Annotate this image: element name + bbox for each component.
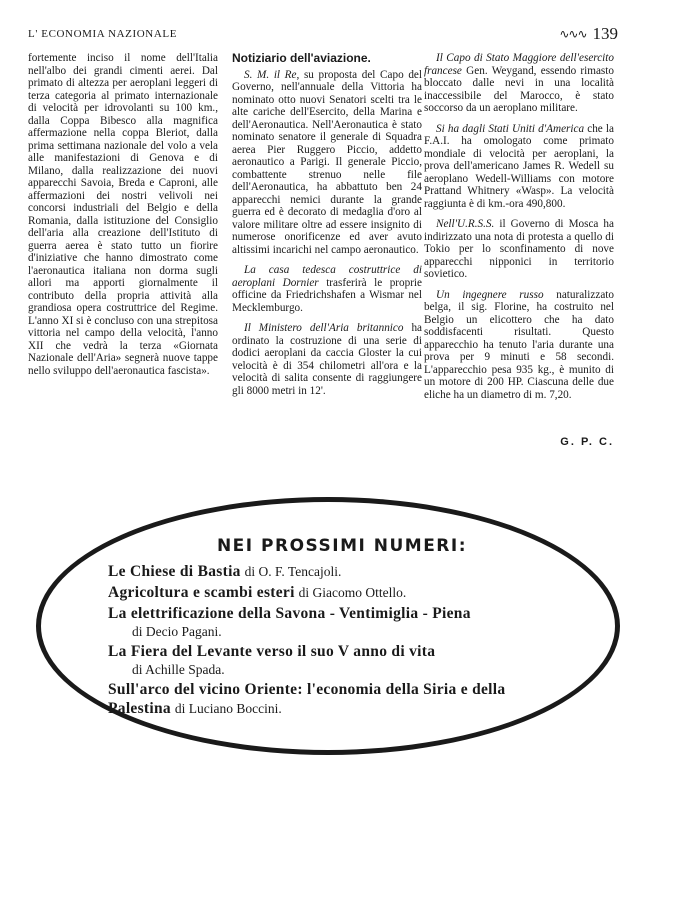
news-text: ha ordinato la costruzione di una serie di dodici aeroplani da caccia Gloster la cui velocità è di 354 chilometri all'ora e la velocità di salita consente di raggiungere gli 8000 metri in 12'. — [232, 322, 423, 397]
news-item — [232, 322, 422, 397]
news-item — [232, 69, 422, 257]
article-author: di Achille Spada. — [132, 662, 225, 677]
news-lead: Un ingegnere russo — [436, 288, 544, 301]
upcoming-list — [108, 562, 564, 720]
section-title: Notiziario dell'aviazione. — [232, 51, 371, 65]
news-lead: Nell'U.R.S.S. — [436, 218, 495, 230]
author-signature: G. P. C. — [560, 436, 614, 448]
article-title: La elettrificazione della Savona - Ventimiglia - Piena — [108, 605, 471, 622]
news-text: su proposta del Capo del Governo, nell'annuale della Vittoria ha nominato otto nuovi Senatori scelti tra le alte cariche dell'Esercito, della Marina e dell'Aeronautica. Nell'Aeronautica è stato nominato senatore il generale di Squadra aerea Pier Ruggero Piccio, addetto aeronautico a Parigi. Il generale Piccio, combattente strenuo nelle file dell'Aeronautica, ha abbattuto ben 24 apparecchi nemici durante la grande guerra ed è decorato di medaglia d'oro al valore militare oltre ad essere insignito di numerose onorificenze ed aver avuto altissimi incarichi nel campo aeronautico. — [232, 68, 422, 256]
news-text: che la F.A.I. ha omologato come primato mondiale di velocità per aeroplani, la prova dell'americano James R. Wedell su aeroplano Wedell-Williams con motore Prattand Whitnery «Wasp». La velocità raggiunta è di km.-ora 490,800. — [424, 122, 614, 210]
page-number: 139 — [592, 24, 618, 43]
column-2 — [232, 52, 422, 405]
news-text: Gen. Weygand, essendo rimasto bloccato dalle nevi in una località inaccessibile del Marocco, è stato soccorso da un aeroplano militare. — [424, 64, 614, 114]
news-text: naturalizzato belga, il sig. Florine, ha costruito nel Belgio un elicottero che ha dato soddisfacenti risultati. Questo apparecchio ha tenuto l'aria durante una prova per 9 minuti e 58 secondi. L'apparecchio pesa 935 kg., è munito di un motore di 200 HP. Ciascuna delle due eliche ha un diametro di m. 7,20. — [424, 288, 614, 401]
news-text: il Governo di Mosca ha indirizzato una nota di protesta a quello di Tokio per lo sconfinamento di nove apparecchi nipponici in territorio sovietico. — [424, 218, 614, 280]
paragraph: fortemente inciso il nome dell'Italia nell'albo dei grandi cimenti aerei. Dal primato di altezza per aeroplani leggeri di terza categoria al primato internazionale di velocità per idrovolanti su 100 km., dalla Coppa Bibesco alla magnifica affermazione nella coppa Bleriot, dalla prima settimana nazionale del volo a vela alle manifestazioni di Genova e di Milano, dalla realizzazione dei nuovi apparecchi Savoia, Breda e Caproni, alle affermazioni dei nostri velivoli nei concorsi industriali del Belgio e della Romania, dalla istituzione del Consiglio dell'aria alla creazione dell'Istituto di guerra aerea è stato tutto un fiorire d'iniziative che hanno dimostrato come l'aeronautica italiana non dorma sugli allori ma apporti giornalmente il contributo della propria attività alla grandiosa opera costruttrice del Regime. L'anno XI si è concluso con una strepitosa vittoria nel campo della velocità, l'anno XII che vedrà la terza «Giornata Nazionale dell'Aria» segnerà nuove tappe nello sviluppo dell'aeronautica fascista». — [28, 52, 218, 377]
page-header-right — [559, 24, 618, 44]
article-title: Agricoltura e scambi esteri — [108, 584, 295, 601]
article-author: di Decio Pagani. — [132, 624, 222, 639]
news-item — [424, 289, 614, 402]
list-item — [108, 642, 564, 678]
news-item — [424, 218, 614, 281]
news-lead: Il Ministero dell'Aria britannico — [244, 322, 404, 334]
column-1 — [28, 52, 218, 385]
news-lead: S. M. il Re, — [244, 68, 300, 81]
column-3 — [424, 52, 614, 409]
journal-header: L' ECONOMIA NAZIONALE — [28, 28, 178, 40]
news-item — [424, 123, 614, 211]
list-item — [108, 562, 564, 581]
list-item — [108, 583, 564, 602]
news-text: trasferirà le proprie officine da Friedrichshafen a Wismar nel Mecklemburgo. — [232, 276, 423, 314]
announcement-title: NEI PROSSIMI NUMERI: — [216, 536, 468, 556]
news-lead: Si ha dagli Stati Uniti d'America — [436, 122, 585, 135]
article-author: di O. F. Tencajoli. — [244, 564, 342, 579]
news-item — [232, 264, 422, 314]
list-item — [108, 680, 564, 718]
article-title: Sull'arco del vicino Oriente: l'economia della Siria e della Palestina — [108, 681, 506, 717]
article-title: La Fiera del Levante verso il suo V anno di vita — [108, 643, 436, 660]
news-lead: La casa tedesca costruttrice di aeroplani Dornier — [232, 264, 422, 289]
list-item — [108, 604, 564, 640]
article-author: di Giacomo Ottello. — [298, 585, 407, 600]
news-item — [424, 52, 614, 115]
article-author: di Luciano Boccini. — [174, 701, 282, 716]
news-lead: Il Capo di Stato Maggiore dell'esercito francese — [424, 52, 614, 77]
ornament-icon: ∿∿∿ — [559, 26, 587, 41]
article-title: Le Chiese di Bastia — [108, 563, 241, 580]
